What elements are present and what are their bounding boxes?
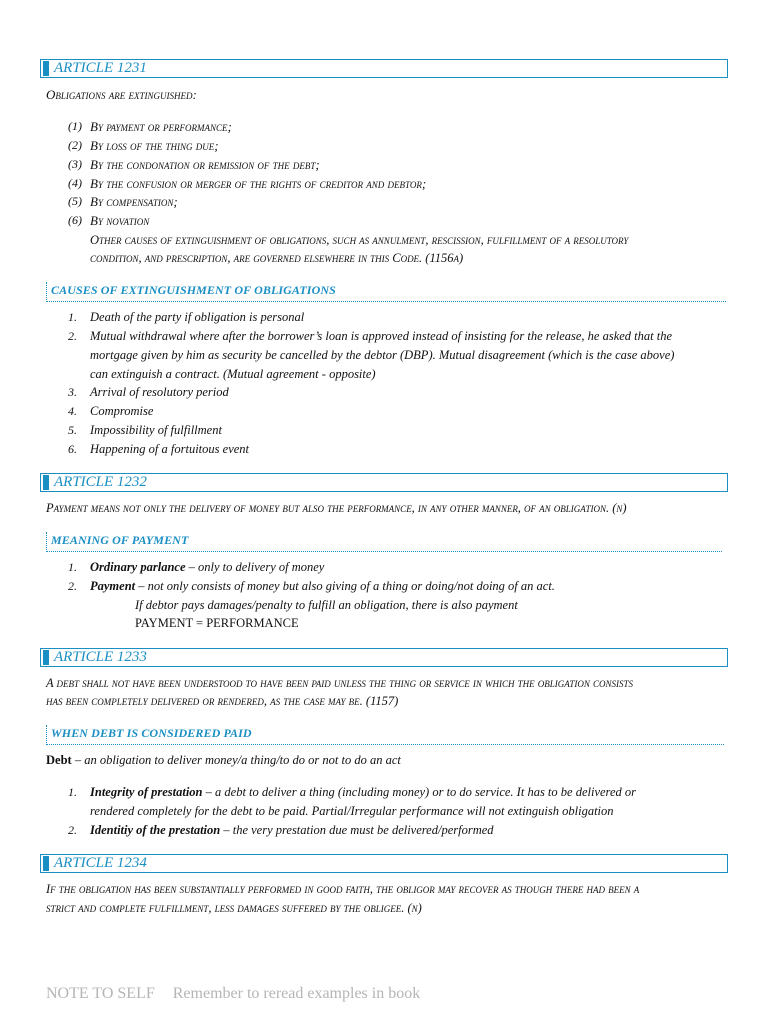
list-number: 1. — [68, 310, 77, 324]
article-1231-title: ARTICLE 1231 — [54, 60, 147, 76]
meaning-heading-box — [46, 532, 722, 552]
list-item: Death of the party if obligation is personal — [90, 310, 305, 324]
list-item: Compromise — [90, 404, 154, 418]
list-number: 1. — [68, 560, 77, 574]
list-item: By compensation; — [90, 194, 178, 209]
definition: – a debt to deliver a thing (including money) or to do service. It has to be delivered or — [202, 785, 636, 799]
term: Debt — [46, 753, 72, 767]
causes-heading-box — [46, 282, 726, 302]
definition: – the very prestation due must be delivered/performed — [220, 823, 494, 837]
list-item: Happening of a fortuitous event — [90, 442, 250, 456]
causes-heading: CAUSES OF EXTINGUISHMENT OF OBLIGATIONS — [51, 283, 336, 297]
article-1233-title: ARTICLE 1233 — [54, 649, 147, 665]
article-1232-text: Payment means not only the delivery of money but also the performance, in any other manner, of an obligation. (n) — [46, 501, 627, 515]
note-to-self — [46, 985, 420, 1003]
list-item-continued: mortgage given by him as security be cancelled by the debtor (DBP). Mutual disagreement (which is the case above) — [90, 348, 675, 362]
debt-definition — [46, 751, 401, 770]
indented-equation: PAYMENT = PERFORMANCE — [135, 616, 299, 630]
header-accent-bar — [43, 61, 49, 76]
list-item — [90, 577, 555, 596]
indented-note: If debtor pays damages/penalty to fulfill an obligation, there is also payment — [135, 598, 518, 612]
list-number: 5. — [68, 423, 77, 437]
list-item — [90, 821, 494, 840]
list-item — [90, 783, 636, 802]
definition: – not only consists of money but also giving of a thing or doing/not doing of an act. — [135, 579, 555, 593]
debt-paid-heading: WHEN DEBT IS CONSIDERED PAID — [51, 726, 252, 740]
list-item-continued: rendered completely for the debt to be paid. Partial/Irregular performance will not extinguish obligation — [90, 804, 614, 818]
definition: – only to delivery of money — [185, 560, 325, 574]
list-item: By novation — [90, 213, 150, 228]
term: Identitiy of the prestation — [90, 823, 221, 837]
header-accent-bar — [43, 475, 49, 490]
term: Payment — [90, 579, 136, 593]
header-accent-bar — [43, 856, 49, 871]
article-1234-header — [40, 854, 728, 873]
list-item: Impossibility of fulfillment — [90, 423, 222, 437]
article-1233-header — [40, 648, 728, 667]
list-number: (1) — [68, 119, 82, 133]
list-number: 1. — [68, 785, 77, 799]
list-item-continued: can extinguish a contract. (Mutual agreement - opposite) — [90, 367, 376, 381]
list-item: By the condonation or remission of the debt; — [90, 157, 320, 172]
definition: – an obligation to deliver money/a thing/to do or not to do an act — [71, 753, 401, 767]
list-number: 2. — [68, 823, 77, 837]
header-accent-bar — [43, 650, 49, 665]
article-1233-line1: A debt shall not have been understood to have been paid unless the thing or service in which the obligation consists — [46, 676, 634, 690]
list-item: By the confusion or merger of the rights of creditor and debtor; — [90, 176, 427, 191]
note-text: Remember to reread examples in book — [172, 985, 421, 1002]
list-number: 4. — [68, 404, 77, 418]
list-number: (4) — [68, 176, 82, 190]
article-1231-header — [40, 59, 728, 78]
list-item — [90, 558, 324, 577]
article-1233-line2: has been completely delivered or rendered, as the case may be. (1157) — [46, 694, 399, 708]
list-item: Mutual withdrawal where after the borrower’s loan is approved instead of insisting for the release, he asked that the — [90, 329, 673, 343]
article-1234-line2: strict and complete fulfillment, less damages suffered by the obligee. (n) — [46, 901, 422, 915]
list-number: 3. — [68, 385, 77, 399]
list-number: 6. — [68, 442, 77, 456]
article-1231-other-line1: Other causes of extinguishment of obligations, such as annulment, rescission, fulfillment of a resolutory — [90, 233, 629, 247]
list-number: (3) — [68, 157, 82, 171]
list-item: Arrival of resolutory period — [90, 385, 229, 399]
meaning-heading: MEANING OF PAYMENT — [51, 533, 189, 547]
term: Integrity of prestation — [90, 785, 203, 799]
article-1234-line1: If the obligation has been substantially performed in good faith, the obligor may recover as though there had been a — [46, 882, 640, 896]
article-1232-title: ARTICLE 1232 — [54, 474, 147, 490]
list-number: 2. — [68, 329, 77, 343]
list-number: (6) — [68, 213, 82, 227]
list-item: By loss of the thing due; — [90, 138, 219, 153]
debt-paid-heading-box — [46, 725, 724, 745]
list-number: (2) — [68, 138, 82, 152]
article-1231-intro: Obligations are extinguished: — [46, 87, 197, 102]
list-number: (5) — [68, 194, 82, 208]
note-label: NOTE TO SELF — [46, 985, 155, 1002]
list-item: By payment or performance; — [90, 119, 232, 134]
article-1232-header — [40, 473, 728, 492]
article-1234-title: ARTICLE 1234 — [54, 855, 147, 871]
list-number: 2. — [68, 579, 77, 593]
article-1231-other-line2: condition, and prescription, are governed elsewhere in this Code. (1156a) — [90, 251, 464, 265]
term: Ordinary parlance — [90, 560, 186, 574]
